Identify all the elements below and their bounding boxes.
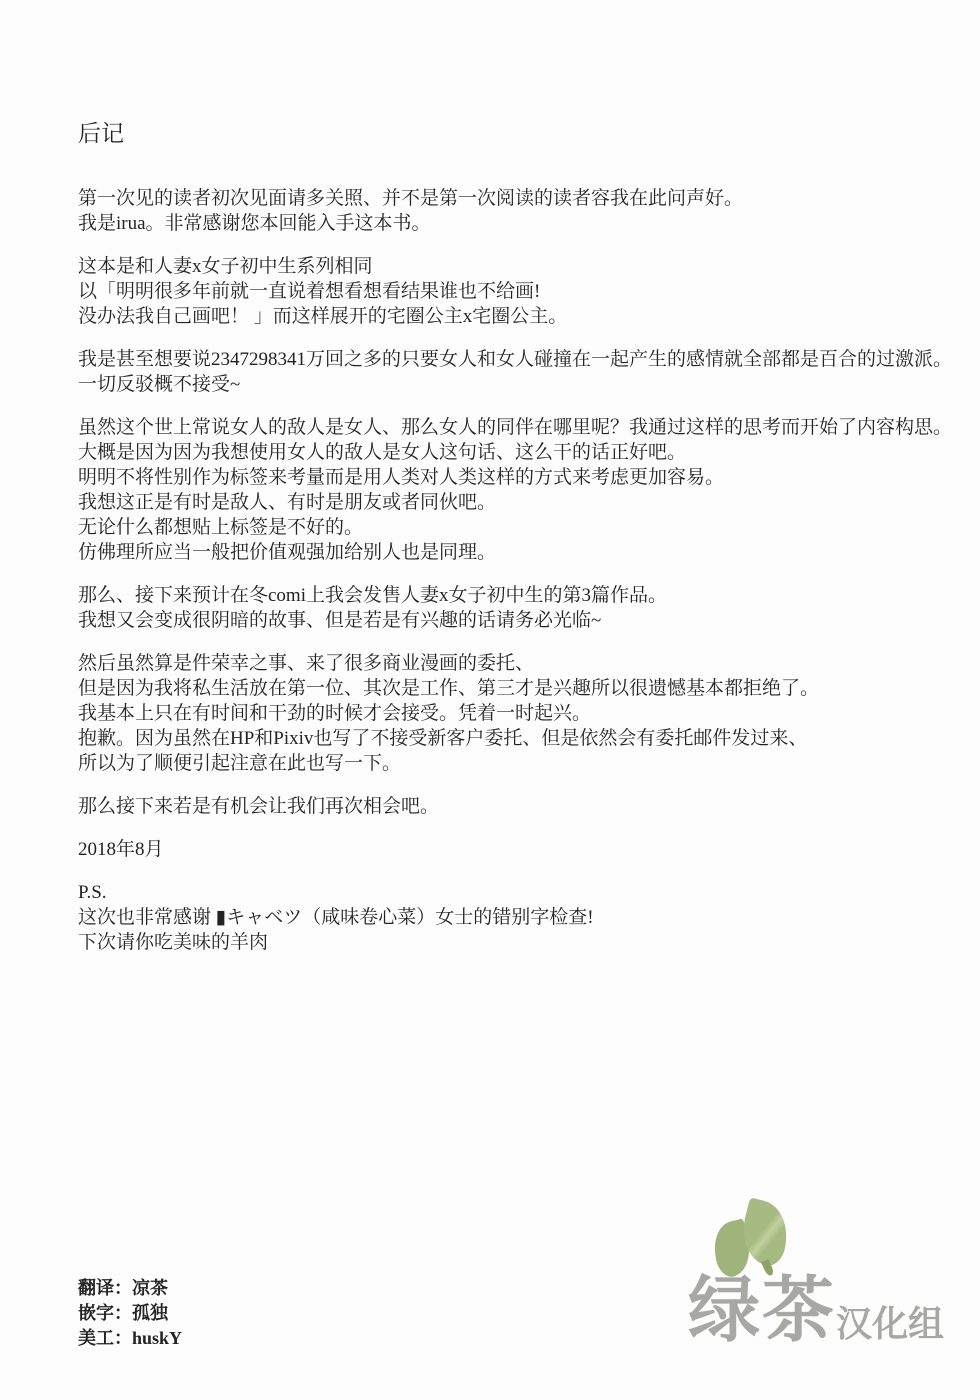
- text-line: 所以为了顺便引起注意在此也写一下。: [78, 753, 402, 774]
- paragraph: [78, 347, 980, 397]
- afterword-body: [78, 120, 980, 973]
- text-line: P.S.: [78, 882, 107, 903]
- text-line: 那么、接下来预计在冬comi上我会发售人妻x女子初中生的第3篇作品。: [78, 585, 667, 606]
- translation-credits: [78, 1276, 182, 1351]
- paragraph: [78, 583, 980, 633]
- text-line: 我基本上只在有时间和干劲的时候才会接受。凭着一时起兴。: [78, 703, 592, 724]
- group-logo: [688, 1194, 950, 1366]
- page-title: 后记: [78, 121, 124, 146]
- text-line: 那么接下来若是有机会让我们再次相会吧。: [78, 796, 440, 817]
- text-line: 虽然这个世上常说女人的敌人是女人、那么女人的同伴在哪里呢？我通过这样的思考而开始了内容构思。: [78, 417, 953, 438]
- text-line: 以「明明很多年前就一直说着想看想看结果谁也不给画!: [78, 281, 541, 302]
- text-line: 下次请你吃美味的羊肉: [78, 932, 269, 953]
- postscript: [78, 880, 980, 955]
- text-line: 抱歉。因为虽然在HP和Pixiv也写了不接受新客户委托、但是依然会有委托邮件发过来、: [78, 728, 808, 749]
- paragraph: [78, 415, 980, 565]
- credit-line-artist: 美工：huskY: [78, 1328, 183, 1348]
- text-line: 但是因为我将私生活放在第一位、其次是工作、第三才是兴趣所以很遗憾基本都拒绝了。: [78, 678, 820, 699]
- credit-line-typesetter: 嵌字：孤独: [78, 1303, 168, 1323]
- text-line: 一切反驳概不接受~: [78, 374, 241, 395]
- text-line: 仿佛理所应当一般把价值观强加给别人也是同理。: [78, 542, 497, 563]
- logo-main-text: 绿茶: [688, 1268, 837, 1352]
- text-line: 这次也非常感谢 ▮キャベツ（咸味卷心菜）女士的错别字检查!: [78, 907, 594, 928]
- text-line: 无论什么都想贴上标签是不好的。: [78, 517, 364, 538]
- paragraph: [78, 186, 980, 236]
- group-logo-text: [688, 1268, 944, 1352]
- text-line: 这本是和人妻x女子初中生系列相同: [78, 256, 373, 277]
- text-line: 我是irua。非常感谢您本回能入手这本书。: [78, 213, 431, 234]
- logo-sub-text: 汉化组: [836, 1304, 945, 1345]
- credit-line-translator: 翻译：凉茶: [78, 1278, 168, 1298]
- paragraph: [78, 651, 980, 776]
- text-line: 2018年8月: [78, 839, 164, 860]
- date-line: [78, 837, 980, 862]
- text-line: 第一次见的读者初次见面请多关照、并不是第一次阅读的读者容我在此问声好。: [78, 188, 744, 209]
- text-line: 明明不将性别作为标签来考量而是用人类对人类这样的方式来考虑更加容易。: [78, 467, 725, 488]
- text-line: 然后虽然算是件荣幸之事、来了很多商业漫画的委托、: [78, 653, 535, 674]
- text-line: 我想又会变成很阴暗的故事、但是若是有兴趣的话请务必光临~: [78, 610, 602, 631]
- text-line: 我是甚至想要说2347298341万回之多的只要女人和女人碰撞在一起产生的感情就全部都是百合的过激派。: [78, 349, 953, 370]
- text-line: 大概是因为因为我想使用女人的敌人是女人这句话、这么干的话正好吧。: [78, 442, 687, 463]
- text-line: 没办法我自己画吧！ 」而这样展开的宅圈公主x宅圈公主。: [78, 306, 568, 327]
- paragraph: [78, 794, 980, 819]
- paragraph: [78, 254, 980, 329]
- text-line: 我想这正是有时是敌人、有时是朋友或者同伙吧。: [78, 492, 497, 513]
